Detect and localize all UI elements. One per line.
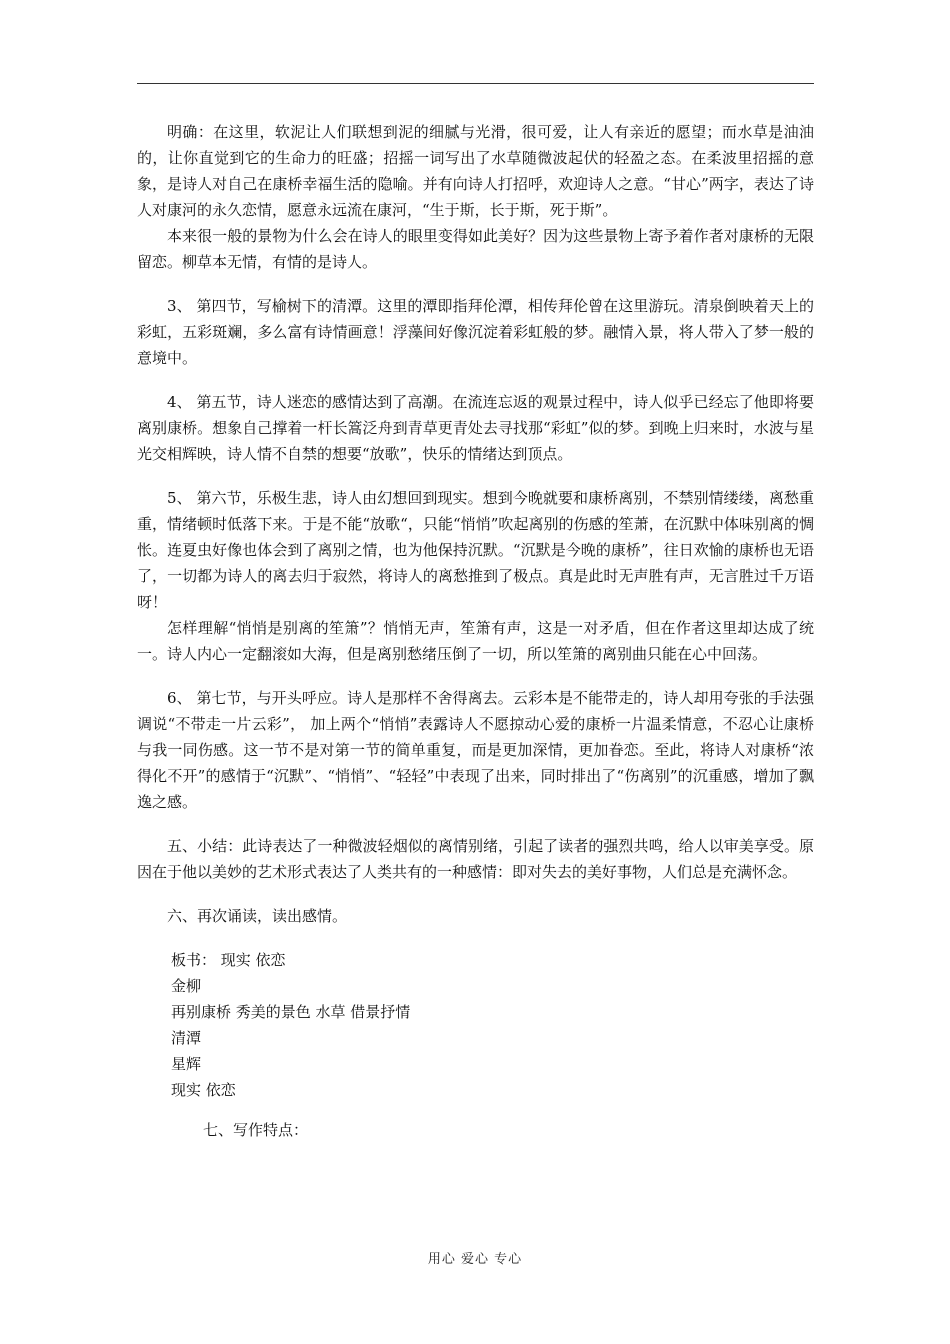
paragraph-section-6: 6、 第七节，与开头呼应。诗人是那样不舍得离去。云彩本是不能带走的，诗人却用夸张的手法强调说“不带走一片云彩”， 加上两个“悄悄”表露诗人不愿掠动心爱的康桥一片温柔情意，不忍心让康桥与我一同伤感。这一节不是对第一节的简单重复，而是更加深情，更加眷恋。至此，将诗人对康桥“浓得化不开”的感情于“沉默”、“悄悄”、“轻轻”中表现了出来，同时排出了“伤离别”的沉重感，增加了飘逸之感。 (137, 689, 814, 811)
paragraph-section-4: 4、 第五节，诗人迷恋的感情达到了高潮。在流连忘返的观景过程中，诗人似乎已经忘了他即将要离别康桥。想象自己撑着一杆长篙泛舟到青草更青处去寻找那“彩虹”似的梦。到晚上归来时，水波与星光交相辉映，诗人情不自禁的想要“放歌”，快乐的情绪达到顶点。 (137, 393, 814, 463)
paragraph-section-5: 5、 第六节，乐极生悲，诗人由幻想回到现实。想到今晚就要和康桥离别，不禁别情缕缕，离愁重重，情绪顿时低落下来。于是不能“放歌“，只能“悄悄”吹起离别的伤感的笙萧，在沉默中体味别离的惆怅。连夏虫好像也体会到了离别之情，也为他保持沉默。“沉默是今晚的康桥”，往日欢愉的康桥也无语了，一切都为诗人的离去归于寂然，将诗人的离愁推到了极点。真是此时无声胜有声，无言胜过千万语呀！ (137, 489, 814, 611)
board-line: 再别康桥 秀美的景色 水草 借景抒情 (171, 1003, 411, 1021)
paragraph-question: 怎样理解“悄悄是别离的笙箫”？悄悄无声，笙箫有声，这是一对矛盾，但在作者这里却达成了统一。诗人内心一定翻滚如大海，但是离别愁绪压倒了一切，所以笙箫的离别曲只能在心中回荡。 (137, 619, 814, 663)
board-line: 板书： 现实 依恋 (171, 951, 286, 969)
paragraph-section-3: 3、 第四节，写榆树下的清潭。这里的潭即指拜伦潭，相传拜伦曾在这里游玩。清泉倒映着天上的彩虹，五彩斑斓，多么富有诗情画意！浮藻间好像沉淀着彩虹般的梦。融情入景，将人带入了梦一般的意境中。 (137, 297, 814, 367)
paragraph-feeling: 本来很一般的景物为什么会在诗人的眼里变得如此美好？因为这些景物上寄予着作者对康桥的无限留恋。柳草本无情，有情的是诗人。 (137, 227, 814, 271)
blackboard-notes (137, 947, 814, 1103)
paragraph-reread: 六、再次诵读，读出感情。 (167, 907, 348, 925)
paragraph-summary: 五、小结：此诗表达了一种微波轻烟似的离情别绪，引起了读者的强烈共鸣，给人以审美享受。原因在于他以美妙的艺术形式表达了人类共有的一种感情：即对失去的美好事物，人们总是充满怀念。 (137, 837, 814, 881)
paragraph-explanation: 明确：在这里，软泥让人们联想到泥的细腻与光滑，很可爱，让人有亲近的愿望；而水草是油油的，让你直觉到它的生命力的旺盛；招摇一词写出了水草随微波起伏的轻盈之态。在柔波里招摇的意象，是诗人对自己在康桥幸福生活的隐喻。并有向诗人打招呼，欢迎诗人之意。“甘心”两字，表达了诗人对康河的永久恋情，愿意永远流在康河，“生于斯，长于斯，死于斯”。 (137, 123, 814, 219)
section-heading-writing-features: 七、写作特点： (203, 1121, 309, 1139)
board-line: 星辉 (171, 1055, 202, 1073)
document-body (137, 119, 814, 1143)
board-line: 现实 依恋 (171, 1081, 236, 1099)
board-line: 清潭 (171, 1029, 202, 1047)
header-rule (137, 83, 814, 84)
board-line: 金柳 (171, 977, 202, 995)
page-footer: 用心 爱心 专心 (427, 1252, 523, 1267)
